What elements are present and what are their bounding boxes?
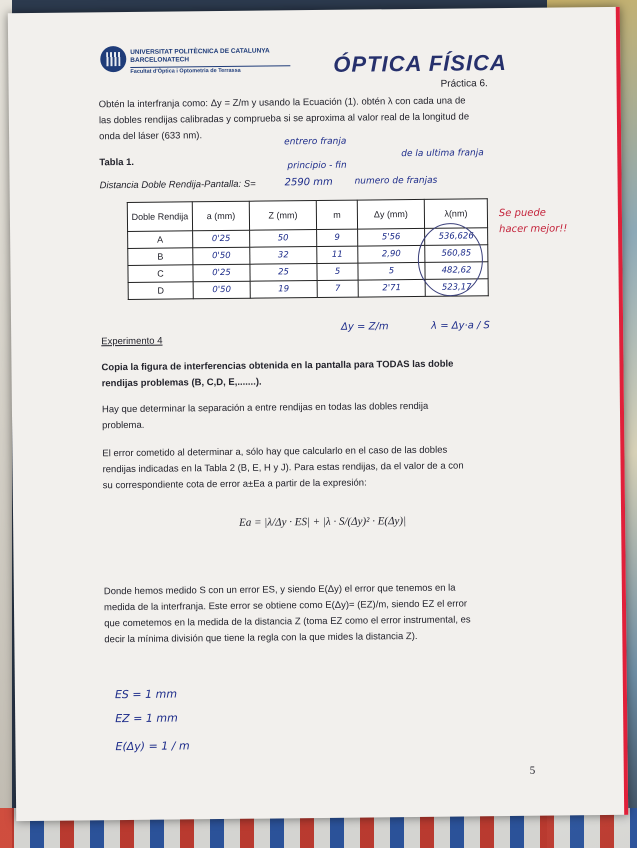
- document-page: [8, 7, 628, 821]
- cell-a: 0'50: [193, 281, 250, 299]
- cell-delta-y: 2'71: [358, 279, 425, 297]
- cell-delta-y: 5'56: [358, 228, 425, 246]
- handwritten-es: ES = 1 mm: [114, 687, 178, 702]
- cell-a: 0'25: [193, 264, 250, 282]
- cell-lambda: 536,626: [425, 228, 488, 246]
- cell-rendija: D: [128, 282, 193, 300]
- distance-value: 2590 mm: [284, 176, 333, 189]
- experimento-para2-c: su correspondiente cota de error a±Ea a partir de la expresión:: [102, 477, 367, 492]
- tabla-title: Tabla 1.: [99, 156, 135, 169]
- col-header-z: Z (mm): [249, 201, 316, 231]
- cell-rendija: C: [128, 265, 193, 283]
- cell-z: 19: [250, 281, 317, 299]
- distance-label: Distancia Doble Rendija-Pantalla: S=: [99, 178, 256, 192]
- intro-line-1: Obtén la interfranja como: Δy = Z/m y usando la Ecuación (1). obtén λ con cada una de: [98, 95, 466, 111]
- cell-lambda: 482,62: [425, 262, 488, 280]
- intro-line-2: las dobles rendijas calibradas y comprueba si se aproxima al valor real de la longitud de: [98, 111, 470, 127]
- col-header-a: a (mm): [192, 201, 249, 231]
- cell-delta-y: 2,90: [358, 245, 425, 263]
- upc-logo-icon: [100, 46, 126, 72]
- cell-rendija: B: [128, 248, 193, 266]
- handwritten-ez: EZ = 1 mm: [115, 711, 178, 726]
- cell-m: 9: [317, 229, 358, 246]
- cell-z: 25: [250, 264, 317, 282]
- annotation-ultima-franja: de la ultima franja: [401, 148, 484, 160]
- cell-m: 11: [317, 246, 358, 263]
- experimento-para3-d: decir la mínima división que tiene la regla con la que mides la distancia Z).: [104, 630, 418, 646]
- cell-lambda: 523,17: [425, 279, 488, 297]
- experimento-bold-2: rendijas problemas (B, C,D, E,.......).: [101, 376, 262, 390]
- cell-lambda: 560,85: [425, 245, 488, 263]
- error-formula: Ea = |λ/Δy · ES| + |λ · S/(Δy)² · E(Δy)|: [239, 515, 407, 529]
- experimento-para3-c: que cometemos en la medida de la distancia Z (toma EZ como el error instrumental, es: [104, 614, 471, 630]
- cell-z: 32: [250, 247, 317, 265]
- lambda-circle-annotation: [415, 221, 486, 298]
- faculty-name: Facultat d'Òptica i Optometria de Terrassa: [130, 67, 241, 75]
- annotation-entrero-franja: entrero franja: [284, 136, 347, 148]
- col-header-delta-y: Δy (mm): [357, 199, 424, 229]
- experimento-para2-a: El error cometido al determinar a, sólo hay que calcularlo en el caso de las dobles: [102, 444, 448, 460]
- cell-a: 0'25: [193, 230, 250, 248]
- brand-title: ÓPTICA FÍSICA: [333, 50, 507, 77]
- cell-z: 50: [250, 230, 317, 248]
- col-header-lambda: λ(nm): [424, 199, 487, 229]
- handwritten-e-delta-y: E(Δy) = 1 / m: [115, 739, 190, 754]
- cell-a: 0'50: [193, 247, 250, 265]
- annotation-delta-y-formula: Δy = Z/m: [341, 321, 389, 333]
- university-name: UNIVERSITAT POLITÈCNICA DE CATALUNYA BARCELONATECH: [130, 47, 270, 64]
- experimento-para1-b: problema.: [102, 419, 145, 432]
- cell-delta-y: 5: [358, 262, 425, 280]
- experimento-para2-b: rendijas indicadas en la Tabla 2 (B, E, H y J). Para estas rendijas, da el valor de a con: [102, 460, 464, 476]
- experimento-para3-b: medida de la interfranja. Este error se obtiene como E(Δy)= (EZ)/m, siendo EZ el error: [103, 598, 468, 614]
- annotation-se-puede-hacer-mejor: Se puede hacer mejor!!: [498, 207, 568, 236]
- experimento-para1-a: Hay que determinar la separación a entre rendijas en todas las dobles rendija: [101, 400, 429, 416]
- col-header-m: m: [316, 200, 357, 229]
- experimento-para3-a: Donde hemos medido S con un error ES, y siendo E(Δy) el error que tenemos en la: [103, 582, 456, 598]
- practica-label: Práctica 6.: [440, 78, 488, 90]
- annotation-principio-fin: principio - fin: [287, 160, 347, 172]
- experimento-4-title: Experimento 4: [101, 335, 163, 348]
- annotation-lambda-formula: λ = Δy·a / S: [431, 320, 490, 332]
- col-header-doble-rendija: Doble Rendija: [127, 202, 192, 232]
- cell-m: 5: [317, 263, 358, 280]
- intro-line-3: onda del láser (633 nm).: [99, 130, 203, 143]
- cell-rendija: A: [128, 231, 193, 249]
- page-number: 5: [529, 764, 536, 777]
- annotation-numero-franjas: numero de franjas: [354, 175, 438, 187]
- cell-m: 7: [317, 280, 358, 297]
- experimento-bold-1: Copia la figura de interferencias obtenida en la pantalla para TODAS las doble: [101, 358, 454, 374]
